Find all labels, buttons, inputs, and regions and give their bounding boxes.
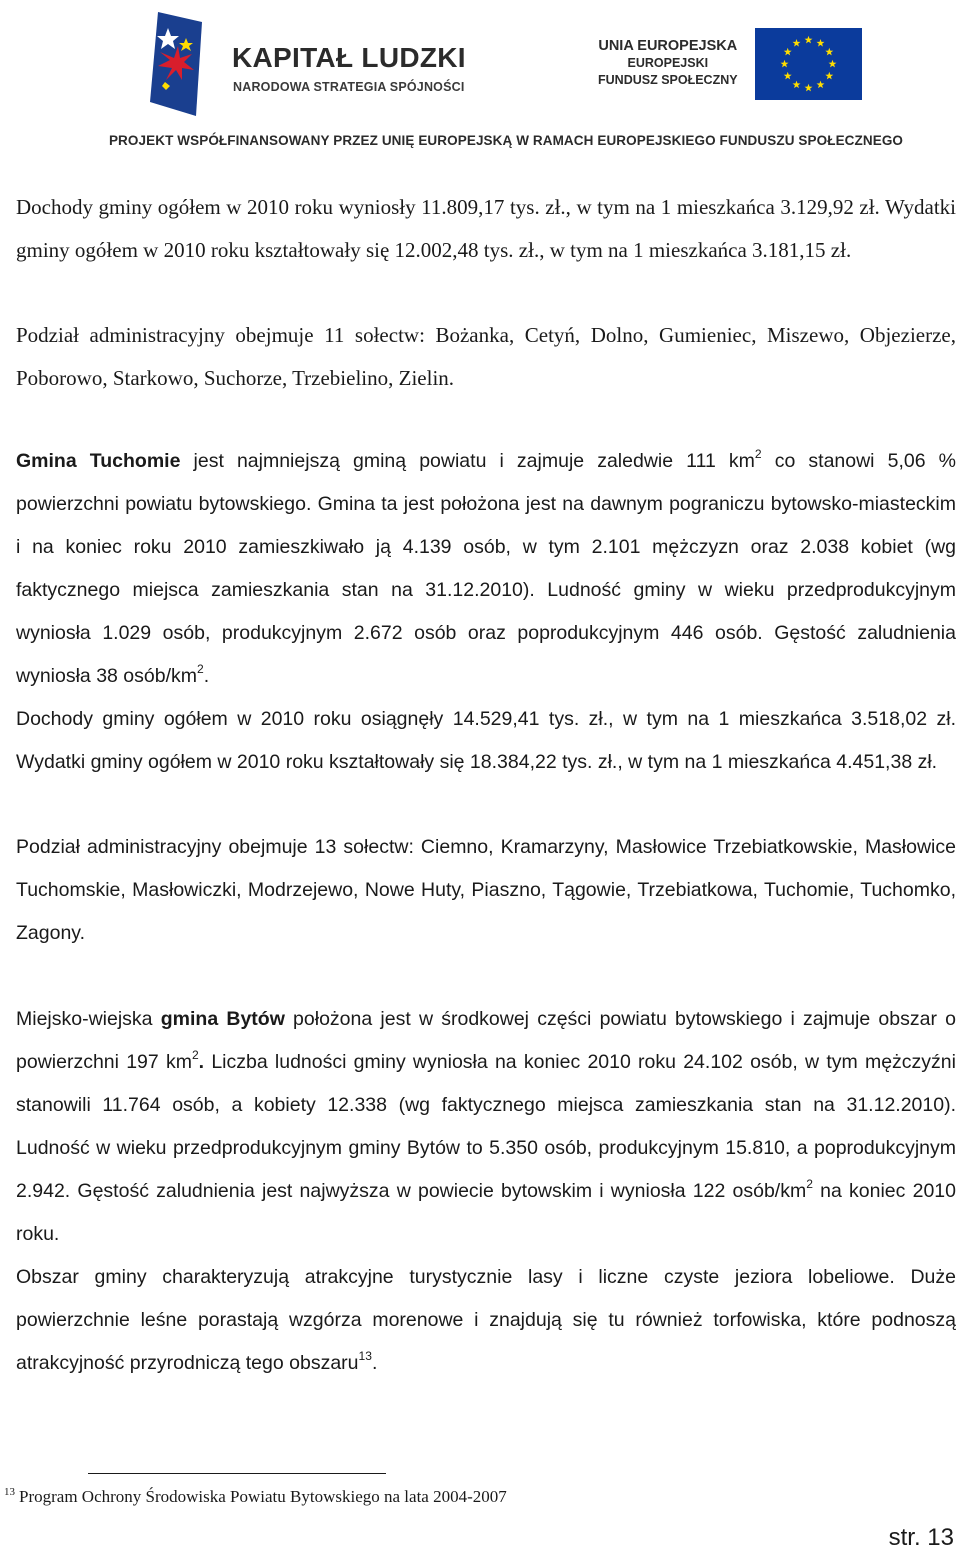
paragraph-income-2: Dochody gminy ogółem w 2010 roku osiągnęły 14.529,41 tys. zł., w tym na 1 mieszkańca 3.518,02 zł. Wydatki gminy ogółem w 2010 roku kształtowały się 18.384,22 tys. zł., w tym na 1 mieszkańca 4.451,38 zł.: [16, 708, 956, 773]
page-number: str. 13: [888, 1524, 954, 1551]
logo-title: KAPITAŁ LUDZKI: [232, 42, 466, 73]
logo-subtitle: NARODOWA STRATEGIA SPÓJNOŚCI: [233, 80, 465, 94]
footnote-separator: [88, 1473, 386, 1474]
footnote-ref[interactable]: 13: [358, 1348, 372, 1363]
paragraph-nature: Obszar gminy charakteryzują atrakcyjne turystycznie lasy i liczne czyste jeziora lobeliowe. Duże powierzchnie leśne porastają wzgórza morenowe i znajdują się tu również torfowiska, które podnoszą atrakcyjność przyrodniczą tego obszaru$^{13}$.: [16, 1266, 956, 1374]
eu-line-1: UNIA EUROPEJSKA: [598, 38, 738, 54]
eu-label: [598, 38, 738, 89]
eu-line-3: FUNDUSZ SPOŁECZNY: [598, 73, 738, 87]
gmina-bytow-name: gmina Bytów: [160, 1008, 285, 1030]
footnote-number: 13: [4, 1486, 15, 1499]
project-cofinancing-line: PROJEKT WSPÓŁFINANSOWANY PRZEZ UNIĘ EUROPEJSKĄ W RAMACH EUROPEJSKIEGO FUNDUSZU SPOŁECZNEGO: [108, 133, 904, 148]
page-header: [0, 0, 960, 160]
paragraph-gmina-tuchomie: Gmina Tuchomie jest najmniejszą gminą powiatu i zajmuje zaledwie 111 $km^2$ co stanowi 5,06 % powierzchni powiatu bytowskiego. Gmina ta jest położona jest na dawnym pograniczu bytowsko-miasteckim i na koniec roku 2010 zamieszkiwało ją 4.139 osób, w tym 2.101 mężczyzn oraz 2.038 kobiet (wg faktycznego miejsca zamieszkania stan na 31.12.2010). Ludność gminy w wieku przedprodukcyjnym wyniosła 1.029 osób, produkcyjnym 2.672 osób oraz poprodukcyjnym 446 osób. Gęstość zaludnienia wyniosła 38 osób/$km^2$.: [16, 446, 956, 687]
eu-flag-icon: [755, 28, 862, 100]
paragraph-divisions-1: Podział administracyjny obejmuje 11 sołectw: Bożanka, Cetyń, Dolno, Gumieniec, Miszewo, Objezierze, Poborowo, Starkowo, Suchorze, Trzebielino, Zielin.: [16, 323, 956, 390]
footnote: [4, 1487, 507, 1507]
footnote-text: Program Ochrony Środowiska Powiatu Bytowskiego na lata 2004-2007: [19, 1487, 507, 1506]
eu-line-2: EUROPEJSKI: [627, 56, 709, 70]
paragraph-divisions-2: Podział administracyjny obejmuje 13 sołectw: Ciemno, Kramarzyny, Masłowice Trzebiatkowskie, Masłowice Tuchomskie, Masłowiczki, Modrzejewo, Nowe Huty, Piaszno, Tągowie, Trzebiatkowa, Tuchomie, Tuchomko, Zagony.: [16, 836, 956, 944]
paragraph-gmina-bytow: Miejsko-wiejska gmina Bytów położona jest w środkowej części powiatu bytowskiego i zajmuje obszar o powierzchni 197 $km^2$. Liczba ludności gminy wyniosła na koniec 2010 roku 24.102 osób, w tym mężczyźni stanowili 11.764 osób, a kobiety 12.338 (wg faktycznego miejsca zamieszkania stan na 31.12.2010). Ludność w wieku przedprodukcyjnym gminy Bytów to 5.350 osób, produkcyjnym 15.810, a poprodukcyjnym 2.942. Gęstość zaludnienia jest najwyższa w powiecie bytowskim i wyniosła 122 osób/$km^2$ na koniec 2010 roku.: [16, 1008, 956, 1245]
paragraph-income-1: Dochody gminy ogółem w 2010 roku wyniosły 11.809,17 tys. zł., w tym na 1 mieszkańca 3.129,92 zł. Wydatki gminy ogółem w 2010 roku kształtowały się 12.002,48 tys. zł., w tym na 1 mieszkańca 3.181,15 zł.: [16, 195, 956, 262]
kapital-ludzki-logo-icon: [140, 8, 220, 120]
gmina-tuchomie-name: Gmina Tuchomie: [16, 450, 181, 472]
